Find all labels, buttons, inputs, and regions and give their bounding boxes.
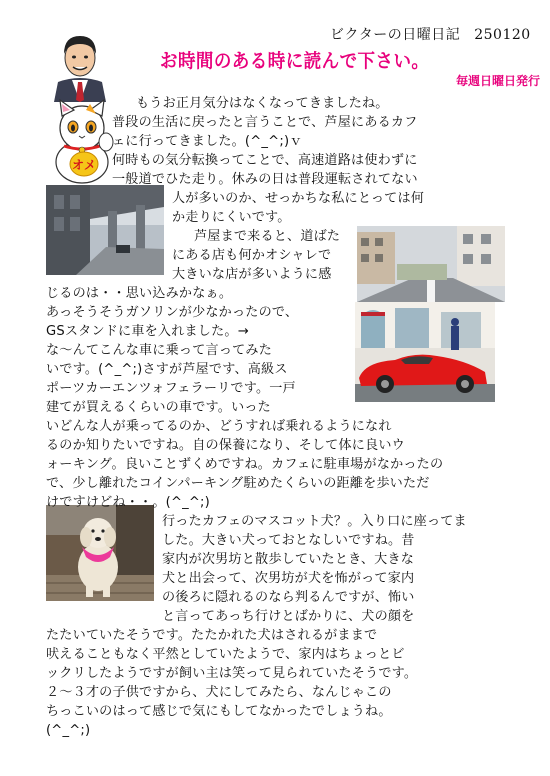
body-line: で、少し離れたコインパーキング駐めたくらいの距離を歩いただ — [46, 476, 430, 491]
body-line: 一般道でひた走り。休みの日は普段運転されてない — [112, 172, 418, 187]
body-line: いです。(^_^;)さすが芦屋です、高級ス — [46, 362, 288, 377]
body-line: 普段の生活に戻ったと言うことで、芦屋にあるカフ — [112, 115, 418, 130]
body-line: ２～３才の子供ですから、犬にしてみたら、なんじゃこの — [46, 685, 392, 700]
body-line: ポーツカーエンツォフェラーリです。一戸 — [46, 381, 296, 396]
body-line: 犬と出会って、次男坊が犬を怖がって家内 — [162, 571, 415, 586]
body-line: たたいていたそうです。たたかれた犬はされるがままで — [46, 628, 378, 643]
newsletter-title — [330, 24, 540, 44]
body-line: ォーキング。良いことずくめですね。カフェに駐車場がなかったの — [46, 457, 444, 472]
body-line: 何時もの気分転換ってことで、高速道路は使わずに — [112, 153, 418, 168]
weekly-note: 毎週日曜日発行 — [455, 74, 540, 88]
body-line: した。大きい犬っておとなしいですね。昔 — [162, 533, 415, 548]
body-line: もうお正月気分はなくなってきましたね。 — [136, 96, 389, 111]
dog-photo — [46, 505, 154, 601]
body-line: な～んてこんな車に乗って言ってみた — [46, 343, 272, 358]
street-photo — [357, 226, 505, 302]
body-line: 吠えることもなく平然としていたようで、家内はちょっとビ — [46, 647, 405, 662]
body-line: あっそうそうガソリンが少なかったので、 — [46, 305, 299, 320]
body-line: ックリしたようですが飼い主は笑って見られていたそうです。 — [46, 666, 418, 681]
body-line: と言ってあっち行けとばかりに、犬の顔を — [162, 609, 415, 624]
ferrari-photo — [355, 302, 495, 402]
body-line: けですけどね・・。(^_^;) — [46, 495, 210, 510]
coin-text: オメ — [72, 158, 96, 172]
body-line: いどんな人が乗ってるのか、どうすれば乗れるようになれ — [46, 419, 392, 434]
body-line: の後ろに隠れるのなら判るんですが、怖い — [162, 590, 415, 605]
newsletter-name: ビクターの日曜日記 — [330, 27, 461, 43]
body-line: じるのは・・思い込みかなぁ。 — [46, 286, 233, 301]
body-line: か走りにくいです。 — [172, 210, 291, 225]
portrait-caricature — [48, 30, 112, 102]
body-line: 行ったカフェのマスコット犬？。入り口に座ってま — [162, 514, 467, 529]
body-line: にある店も何かオシャレで — [172, 248, 332, 263]
body-line: (^_^;) — [46, 723, 91, 738]
body-line: 建てが買えるくらいの車です。いった — [46, 400, 271, 415]
highway-photo — [46, 185, 164, 275]
maneki-neko-illustration — [46, 98, 118, 184]
body-line: GSスタンドに車を入れました。→ — [46, 324, 249, 339]
body-line: ェに行ってきました。(^_^;)ｖ — [112, 134, 303, 149]
body-line: るのか知りたいですね。自の保養になり、そして体に良いウ — [46, 438, 405, 453]
body-line: 家内が次男坊と散歩していたとき、大きな — [162, 552, 415, 567]
issue-number: 250120 — [474, 27, 531, 43]
body-line: 大きいな店が多いように感 — [172, 267, 332, 282]
body-line: ちっこいのはって感じで気にもしてなかったでしょうね。 — [46, 704, 392, 719]
body-line: 芦屋まで来ると、道ばた — [194, 229, 341, 244]
subtitle: お時間のある時に読んで下さい。 — [160, 50, 430, 72]
body-line: 人が多いのか、せっかちな私にとっては何 — [172, 191, 425, 206]
